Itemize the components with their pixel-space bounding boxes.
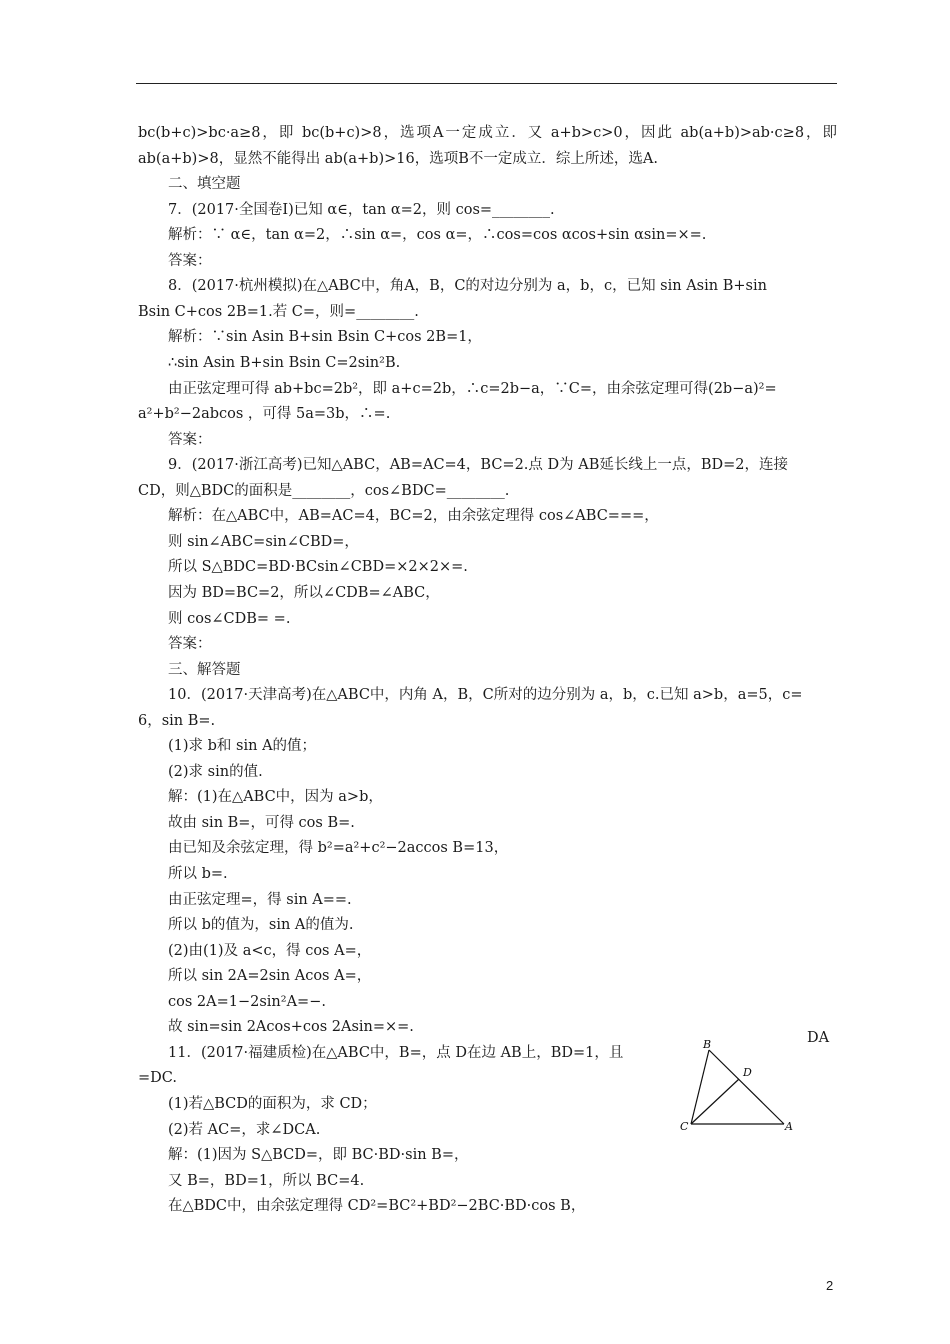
vertex-label-b: B <box>703 1038 712 1051</box>
triangle-figure <box>676 1038 800 1138</box>
text-line: cos 2A=1−2sin²A=−. <box>168 993 326 1010</box>
text-line: 则 cos∠CDB= =. <box>168 610 291 627</box>
text-line: 解：(1)因为 S△BCD=，即 BC·BD·sin B=， <box>168 1147 469 1163</box>
text-line: 9．(2017·浙江高考)已知△ABC，AB=AC=4，BC=2.点 D为 AB延长线上一点，BD=2，连接 <box>168 457 789 474</box>
text-line: 解析：∵sin Asin B+sin Bsin C+cos 2B=1， <box>168 329 482 346</box>
text-line: =DC. <box>138 1070 177 1087</box>
text-line: 由正弦定理可得 ab+bc=2b²，即 a+c=2b，∴c=2b−a，∵C=，由余弦定理可得(2b−a)²= <box>168 380 777 397</box>
header-rule <box>136 83 837 84</box>
text-line: 答案： <box>168 636 212 652</box>
text-line: Bsin C+cos 2B=1.若 C=，则=________. <box>138 303 419 320</box>
text-line: 所以 sin 2A=2sin Acos A=， <box>168 968 372 985</box>
text-line: 解析：∵ α∈，tan α=2，∴sin α=，cos α=，∴cos=cos αcos+sin αsin=×=. <box>168 227 707 244</box>
text-line: 所以 b=. <box>168 866 228 882</box>
page-number: 2 <box>826 1278 834 1293</box>
text-line: (2)由(1)及 a<c，得 cos A=， <box>168 942 372 959</box>
text-line: 三、解答题 <box>168 661 241 678</box>
text-line: CD，则△BDC的面积是________，cos∠BDC=________. <box>138 482 510 499</box>
text-line: 答案： <box>168 431 212 448</box>
text-line: (1)若△BCD的面积为，求 CD； <box>168 1095 377 1112</box>
side-text: DA <box>807 1030 830 1046</box>
text-line: ∴sin Asin B+sin Bsin C=2sin²B. <box>168 355 401 371</box>
edge-bc <box>691 1050 709 1124</box>
text-line: (2)求 sin的值. <box>168 763 263 780</box>
text-line: 则 sin∠ABC=sin∠CBD=， <box>168 533 359 550</box>
text-line: 7．(2017·全国卷Ⅰ)已知 α∈，tan α=2，则 cos=________. <box>168 201 555 218</box>
text-line: 又 B=，BD=1，所以 BC=4. <box>168 1172 365 1189</box>
text-line: 由正弦定理=，得 sin A==. <box>168 891 352 908</box>
text-line: 由已知及余弦定理，得 b²=a²+c²−2accos B=13， <box>168 840 509 857</box>
text-line: 解析：在△ABC中，AB=AC=4，BC=2，由余弦定理得 cos∠ABC===， <box>168 508 659 525</box>
text-line: 故由 sin B=，可得 cos B=. <box>168 814 355 831</box>
text-line: 10．(2017·天津高考)在△ABC中，内角 A，B，C所对的边分别为 a，b，c.已知 a>b，a=5，c= <box>168 687 803 704</box>
text-line: 解：(1)在△ABC中，因为 a>b， <box>168 789 383 806</box>
text-line: 所以 b的值为，sin A的值为. <box>168 917 354 934</box>
text-line: (2)若 AC=，求∠DCA. <box>168 1121 321 1138</box>
text-line: bc(b+c)>bc·a≥8，即 bc(b+c)>8，选项A一定成立．又 a+b>c>0，因此 ab(a+b)>ab·c≥8，即 <box>138 125 837 141</box>
text-line: 答案： <box>168 252 212 269</box>
edge-ba <box>709 1050 784 1124</box>
text-line: a²+b²−2abcos ，可得 5a=3b，∴=. <box>138 406 391 423</box>
text-line: 所以 S△BDC=BD·BCsin∠CBD=×2×2×=. <box>168 559 468 576</box>
text-line: ab(a+b)>8，显然不能得出 ab(a+b)>16，选项B不一定成立．综上所述，选A. <box>138 150 658 167</box>
text-line: 二、填空题 <box>168 176 241 193</box>
text-line: (1)求 b和 sin A的值； <box>168 738 317 755</box>
text-line: 11．(2017·福建质检)在△ABC中，B=，点 D在边 AB上，BD=1，且 <box>168 1044 624 1061</box>
text-line: 在△BDC中，由余弦定理得 CD²=BC²+BD²−2BC·BD·cos B， <box>168 1198 586 1215</box>
text-line: 故 sin=sin 2Acos+cos 2Asin=×=. <box>168 1019 414 1036</box>
vertex-label-a: A <box>785 1120 793 1133</box>
vertex-label-c: C <box>680 1120 689 1133</box>
vertex-label-d: D <box>743 1066 752 1079</box>
text-line: 8．(2017·杭州模拟)在△ABC中，角A，B，C的对边分别为 a，b，c，已知 sin Asin B+sin <box>168 278 767 295</box>
text-line: 因为 BD=BC=2，所以∠CDB=∠ABC， <box>168 584 440 601</box>
edge-cd <box>691 1079 739 1124</box>
text-line: 6，sin B=. <box>138 712 216 729</box>
